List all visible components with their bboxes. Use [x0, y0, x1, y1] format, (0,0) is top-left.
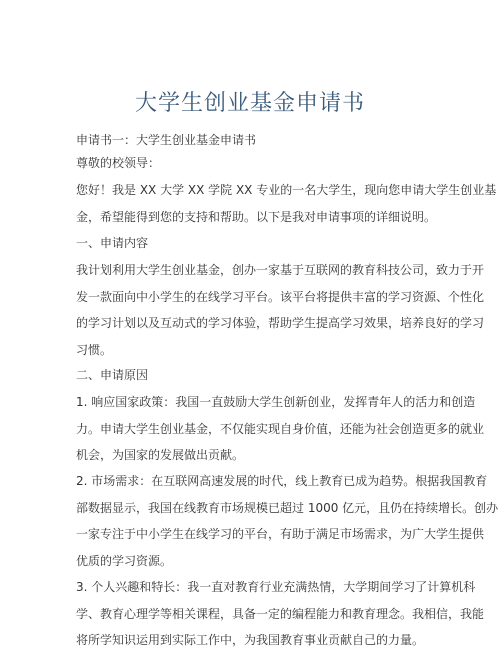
section1-line: 我计划利用大学生创业基金，创办一家基于互联网的教育科技公司，致力于开	[76, 263, 485, 277]
reason2-paragraph	[76, 468, 499, 574]
section1-paragraph	[76, 257, 485, 363]
section1-heading-line: 一、申请内容	[76, 236, 149, 250]
reason3-line: 将所学知识运用到实际工作中，为我国教育事业贡献自己的力量。	[76, 633, 425, 647]
reason3-line: 学、教育心理学等相关课程，具备一定的编程能力和教育理念。我相信，我能	[76, 606, 485, 621]
section2-heading	[76, 362, 428, 389]
section2-heading-line: 二、申请原因	[76, 368, 149, 382]
reason3-line: 3. 个人兴趣和特长：我一直对教育行业充满热情，大学期间学习了计算机科	[76, 580, 476, 594]
section1-line: 的学习计划以及互动式的学习体验，帮助学生提高学习效果，培养良好的学习	[76, 316, 485, 330]
intro-line: 金，希望能得到您的支持和帮助。以下是我对申请事项的详细说明。	[76, 209, 437, 224]
reason2-line: 部数据显示，我国在线教育市场规模已超过 1000 亿元，且仍在持续增长。创办	[76, 500, 499, 515]
document-title: 大学生创业基金申请书	[134, 91, 365, 116]
intro-line: 您好！我是 XX 大学 XX 学院 XX 专业的一名大学生，现向您申请大学生创业基	[76, 183, 497, 197]
reason1-line: 机会，为国家的发展做出贡献。	[76, 448, 245, 462]
reason2-line: 优质的学习资源。	[76, 553, 173, 568]
section1-line: 发一款面向中小学生的在线学习平台。该平台将提供丰富的学习资源、个性化	[76, 289, 485, 304]
reason1-line: 1. 响应国家政策：我国一直鼓励大学生创新创业，发挥青年人的活力和创造	[76, 395, 476, 409]
salutation-line: 尊敬的校领导：	[76, 156, 161, 170]
reason1-line: 力。申请大学生创业基金，不仅能实现自身价值，还能为社会创造更多的就业	[76, 421, 485, 436]
intro-paragraph	[76, 177, 497, 230]
reason1-paragraph	[76, 389, 485, 469]
reason2-line: 2. 市场需求：在互联网高速发展的时代，线上教育已成为趋势。根据我国教育	[76, 474, 488, 488]
salutation	[76, 150, 428, 177]
section1-line: 习惯。	[76, 342, 113, 357]
reason3-paragraph	[76, 574, 485, 654]
reason2-line: 一家专注于中小学生在线学习的平台，有助于满足市场需求，为广大学生提供	[76, 527, 485, 541]
subtitle-line: 申请书一：大学生创业基金申请书	[76, 133, 257, 147]
section1-heading	[76, 230, 428, 257]
